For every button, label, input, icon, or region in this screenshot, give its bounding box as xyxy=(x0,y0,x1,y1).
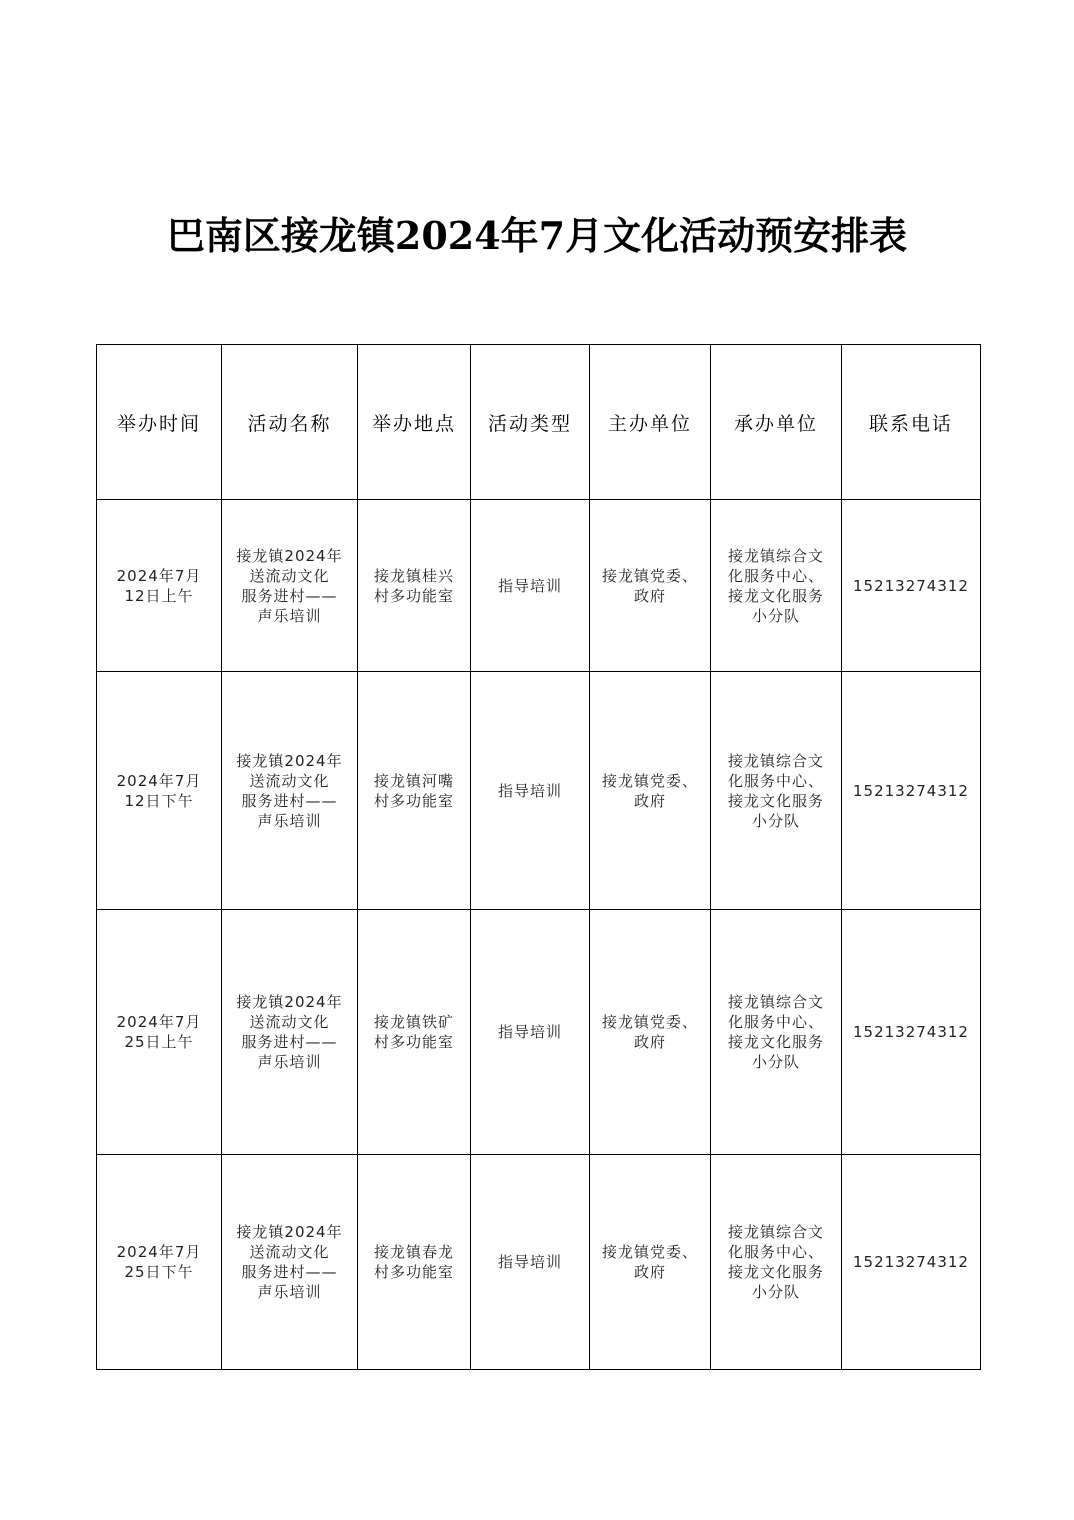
table-row xyxy=(97,672,981,910)
cell-time xyxy=(97,910,222,1155)
column-header-organizer: 承办单位 xyxy=(711,345,842,500)
cell-line: 声乐培训 xyxy=(257,1283,322,1301)
cell-line: 接龙文化服务 xyxy=(727,1033,824,1051)
cell-line: 村多功能室 xyxy=(373,1033,454,1051)
cell-line: 村多功能室 xyxy=(373,1263,454,1281)
cell-line: 小分队 xyxy=(751,1283,800,1301)
column-header-type: 活动类型 xyxy=(471,345,590,500)
cell-line: 接龙镇桂兴 xyxy=(373,566,454,585)
cell-line: 小分队 xyxy=(751,1053,800,1071)
cell-line: 政府 xyxy=(633,791,666,810)
cell-host xyxy=(590,910,711,1155)
cell-place xyxy=(358,1155,471,1370)
column-header-time: 举办时间 xyxy=(97,345,222,500)
cell-line: 送流动文化 xyxy=(249,1013,330,1031)
cell-name xyxy=(222,672,358,910)
cell-line: 服务进村—— xyxy=(241,586,338,605)
cell-phone: 15213274312 xyxy=(842,910,981,1155)
cell-type: 指导培训 xyxy=(471,672,590,910)
cell-line: 接龙镇综合文 xyxy=(727,546,824,565)
cell-line: 村多功能室 xyxy=(373,586,454,605)
cell-line: 接龙镇党委、 xyxy=(601,566,698,585)
table-row xyxy=(97,1155,981,1370)
cell-organizer xyxy=(711,500,842,672)
cell-place xyxy=(358,500,471,672)
cell-line: 2024年7月 xyxy=(116,566,202,585)
cell-line: 25日下午 xyxy=(124,1263,194,1281)
table-row xyxy=(97,910,981,1155)
table-row xyxy=(97,500,981,672)
cell-name xyxy=(222,500,358,672)
cell-organizer xyxy=(711,1155,842,1370)
cell-line: 接龙镇春龙 xyxy=(373,1243,454,1261)
cell-host xyxy=(590,672,711,910)
cell-line: 接龙镇党委、 xyxy=(601,1243,698,1261)
cell-line: 声乐培训 xyxy=(257,606,322,625)
column-header-name: 活动名称 xyxy=(222,345,358,500)
cell-line: 政府 xyxy=(633,586,666,605)
cell-type: 指导培训 xyxy=(471,500,590,672)
cell-host xyxy=(590,500,711,672)
cell-line: 25日上午 xyxy=(124,1033,194,1051)
cell-name xyxy=(222,1155,358,1370)
cell-phone: 15213274312 xyxy=(842,1155,981,1370)
cell-line: 接龙镇党委、 xyxy=(601,771,698,790)
cell-line: 服务进村—— xyxy=(241,1263,338,1281)
cell-line: 接龙文化服务 xyxy=(727,1263,824,1281)
cell-phone: 15213274312 xyxy=(842,500,981,672)
header-row xyxy=(97,345,981,500)
cell-time xyxy=(97,672,222,910)
cell-line: 12日上午 xyxy=(124,586,194,605)
column-header-place: 举办地点 xyxy=(358,345,471,500)
cell-place xyxy=(358,672,471,910)
cell-line: 小分队 xyxy=(751,606,800,625)
cell-place xyxy=(358,910,471,1155)
cell-line: 声乐培训 xyxy=(257,1053,322,1071)
cell-line: 政府 xyxy=(633,1033,666,1051)
cell-line: 送流动文化 xyxy=(249,771,330,790)
cell-line: 接龙镇2024年 xyxy=(236,751,343,770)
cell-line: 12日下午 xyxy=(124,791,194,810)
cell-line: 接龙镇综合文 xyxy=(727,1223,824,1241)
column-header-host: 主办单位 xyxy=(590,345,711,500)
cell-line: 化服务中心、 xyxy=(727,1243,824,1261)
cell-line: 送流动文化 xyxy=(249,566,330,585)
cell-line: 接龙镇党委、 xyxy=(601,1013,698,1031)
cell-line: 化服务中心、 xyxy=(727,1013,824,1031)
column-header-phone: 联系电话 xyxy=(842,345,981,500)
cell-type: 指导培训 xyxy=(471,910,590,1155)
cell-line: 送流动文化 xyxy=(249,1243,330,1261)
cell-line: 接龙文化服务 xyxy=(727,791,824,810)
cell-line: 声乐培训 xyxy=(257,811,322,830)
cell-line: 接龙镇河嘴 xyxy=(373,771,454,790)
page-title: 巴南区接龙镇2024年7月文化活动预安排表 xyxy=(166,213,908,258)
cell-line: 2024年7月 xyxy=(116,1013,202,1031)
cell-line: 接龙镇综合文 xyxy=(727,751,824,770)
cell-line: 政府 xyxy=(633,1263,666,1281)
cell-line: 接龙镇2024年 xyxy=(236,993,343,1011)
cell-line: 2024年7月 xyxy=(116,771,202,790)
cell-line: 2024年7月 xyxy=(116,1243,202,1261)
cell-line: 接龙镇铁矿 xyxy=(373,1013,454,1031)
cell-line: 化服务中心、 xyxy=(727,566,824,585)
cell-line: 化服务中心、 xyxy=(727,771,824,790)
cell-line: 小分队 xyxy=(751,811,800,830)
cell-line: 服务进村—— xyxy=(241,1033,338,1051)
cell-line: 接龙镇2024年 xyxy=(236,546,343,565)
cell-host xyxy=(590,1155,711,1370)
cell-line: 服务进村—— xyxy=(241,791,338,810)
cell-organizer xyxy=(711,672,842,910)
cell-line: 村多功能室 xyxy=(373,791,454,810)
cell-time xyxy=(97,1155,222,1370)
cell-name xyxy=(222,910,358,1155)
cell-time xyxy=(97,500,222,672)
cell-line: 接龙镇2024年 xyxy=(236,1223,343,1241)
cell-phone: 15213274312 xyxy=(842,672,981,910)
cell-line: 接龙镇综合文 xyxy=(727,993,824,1011)
cell-line: 接龙文化服务 xyxy=(727,586,824,605)
schedule-table xyxy=(96,344,981,1370)
cell-organizer xyxy=(711,910,842,1155)
cell-type: 指导培训 xyxy=(471,1155,590,1370)
